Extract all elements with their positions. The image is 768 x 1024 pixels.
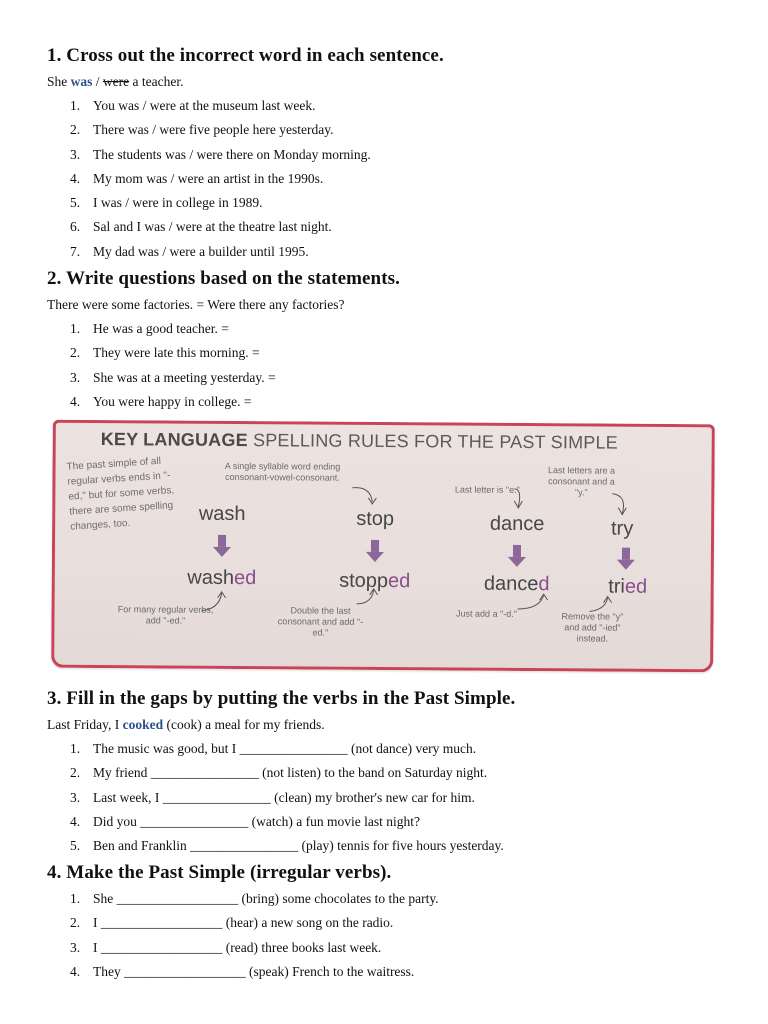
item-number: 2. <box>70 345 81 361</box>
list-item <box>0 345 768 369</box>
bottom-note-dance: Just add a "-d." <box>456 608 518 619</box>
past-tried <box>588 575 668 599</box>
item-text: They __________________ (speak) French to the waitress. <box>93 963 415 979</box>
past-stem: dance <box>483 572 539 596</box>
section-2-example: There were some factories. = Were there any factories? <box>47 297 345 312</box>
item-number: 3. <box>70 939 81 955</box>
item-text: My mom was / were an artist in the 1990s. <box>93 170 324 186</box>
section-4-title: 4. Make the Past Simple (irregular verbs). <box>47 862 392 883</box>
list-item <box>0 790 768 814</box>
item-number: 2. <box>70 765 81 781</box>
item-number: 3. <box>70 789 81 805</box>
item-text: He was a good teacher. = <box>93 321 229 336</box>
item-text: I was / were in college in 1989. <box>93 195 263 211</box>
list-item <box>0 171 768 195</box>
item-text: My friend ________________ (not listen) to the band on Saturday night. <box>93 765 488 781</box>
example-separator: / <box>92 74 103 89</box>
past-simple-sidenote: The past simple of all regular verbs ends in "-ed," but for some verbs, there are some spelling changes, too. <box>66 455 175 533</box>
section-1-list <box>0 98 768 268</box>
item-number: 4. <box>70 963 81 979</box>
item-number: 4. <box>70 813 81 829</box>
example-suffix: a teacher. <box>132 74 184 89</box>
list-item <box>0 814 768 838</box>
item-number: 1. <box>70 741 81 756</box>
note-try: Last letters are a consonant and a "y." <box>547 465 616 498</box>
item-text: She was at a meeting yesterday. = <box>93 369 276 385</box>
list-item <box>0 122 768 146</box>
section-1-title: 1. Cross out the incorrect word in each sentence. <box>47 45 444 66</box>
bottom-note-stop: Double the last consonant and add "-ed." <box>277 605 364 638</box>
item-number: 7. <box>70 243 81 259</box>
list-item <box>0 838 768 862</box>
item-number: 4. <box>70 170 81 186</box>
list-item <box>0 765 768 789</box>
past-suffix: ed <box>233 566 257 590</box>
item-number: 2. <box>70 915 81 931</box>
past-stem: wash <box>187 566 235 589</box>
list-item <box>0 964 768 988</box>
note-stop: A single syllable word ending consonant-vowel-consonant. <box>224 460 341 483</box>
item-number: 1. <box>70 321 81 336</box>
item-text: She __________________ (bring) some chocolates to the party. <box>93 891 439 906</box>
down-arrow-icon <box>218 535 226 547</box>
item-text: I __________________ (read) three books last week. <box>93 939 382 955</box>
section-3-title: 3. Fill in the gaps by putting the verbs in the Past Simple. <box>47 688 516 709</box>
verb-stop: stop <box>356 507 395 531</box>
section-1-example <box>47 74 183 90</box>
item-text: Last week, I ________________ (clean) my brother's new car for him. <box>93 789 475 805</box>
item-text: Sal and I was / were at the theatre last night. <box>93 219 332 235</box>
down-arrow-icon <box>622 548 630 560</box>
item-number: 1. <box>70 98 81 113</box>
item-number: 3. <box>70 146 81 162</box>
list-item <box>0 98 768 122</box>
verb-try: try <box>610 517 634 540</box>
list-item <box>0 219 768 243</box>
past-suffix: ed <box>624 575 648 598</box>
item-text: The students was / were there on Monday morning. <box>93 146 371 162</box>
item-text: My dad was / were a builder until 1995. <box>93 243 309 259</box>
bottom-note-wash: For many regular verbs, add "-ed." <box>117 604 214 626</box>
bottom-note-try: Remove the "y" and add "-ied" instead. <box>561 611 624 644</box>
past-suffix: d <box>538 573 550 596</box>
item-number: 3. <box>70 369 81 385</box>
past-suffix: ed <box>388 570 411 593</box>
list-item <box>0 147 768 171</box>
down-arrow-icon <box>513 545 521 557</box>
down-arrow-icon <box>371 540 379 552</box>
section-3-example <box>47 717 325 733</box>
item-text: I __________________ (hear) a new song on the radio. <box>93 915 394 931</box>
item-number: 4. <box>70 393 81 409</box>
item-text: There was / were five people here yesterday. <box>93 122 334 138</box>
item-number: 5. <box>70 838 81 854</box>
example-suffix: (cook) a meal for my friends. <box>166 717 325 732</box>
item-number: 1. <box>70 891 81 906</box>
section-2-list <box>0 321 768 418</box>
section-3-list <box>0 741 768 862</box>
verb-wash: wash <box>198 502 246 526</box>
example-crossed-word: were <box>102 74 130 89</box>
note-dance: Last letter is "e." <box>454 484 520 495</box>
list-item <box>0 370 768 394</box>
list-item <box>0 940 768 964</box>
list-item <box>0 195 768 219</box>
list-item <box>0 915 768 939</box>
verb-dance: dance <box>489 512 545 536</box>
list-item <box>0 891 768 915</box>
key-language-title-rest: SPELLING RULES FOR THE PAST SIMPLE <box>247 430 619 453</box>
section-4-list <box>0 891 768 988</box>
item-text: They were late this morning. = <box>93 345 260 361</box>
list-item <box>0 321 768 345</box>
item-text: Did you ________________ (watch) a fun movie last night? <box>93 813 420 829</box>
item-number: 6. <box>70 219 81 235</box>
list-item <box>0 741 768 765</box>
past-stem: stopp <box>339 569 389 593</box>
key-language-spelling-rules-box <box>51 420 715 673</box>
example-answer: cooked <box>122 717 164 732</box>
example-answer: was <box>70 74 93 89</box>
past-danced <box>467 573 567 597</box>
item-text: You were happy in college. = <box>93 393 252 409</box>
key-language-title-bold: KEY LANGUAGE <box>100 429 248 451</box>
item-number: 5. <box>70 195 81 211</box>
item-text: Ben and Franklin ________________ (play) tennis for five hours yesterday. <box>93 838 504 854</box>
section-2-title: 2. Write questions based on the statements. <box>47 268 400 289</box>
item-text: The music was good, but I ________________ (not dance) very much. <box>93 741 477 756</box>
item-text: You was / were at the museum last week. <box>93 98 316 113</box>
list-item <box>0 394 768 418</box>
item-number: 2. <box>70 122 81 138</box>
past-stopped <box>320 570 430 594</box>
past-washed <box>162 566 282 590</box>
list-item <box>0 244 768 268</box>
past-stem: tri <box>608 575 626 598</box>
example-prefix: Last Friday, I <box>47 717 120 732</box>
example-prefix: She <box>47 74 68 89</box>
